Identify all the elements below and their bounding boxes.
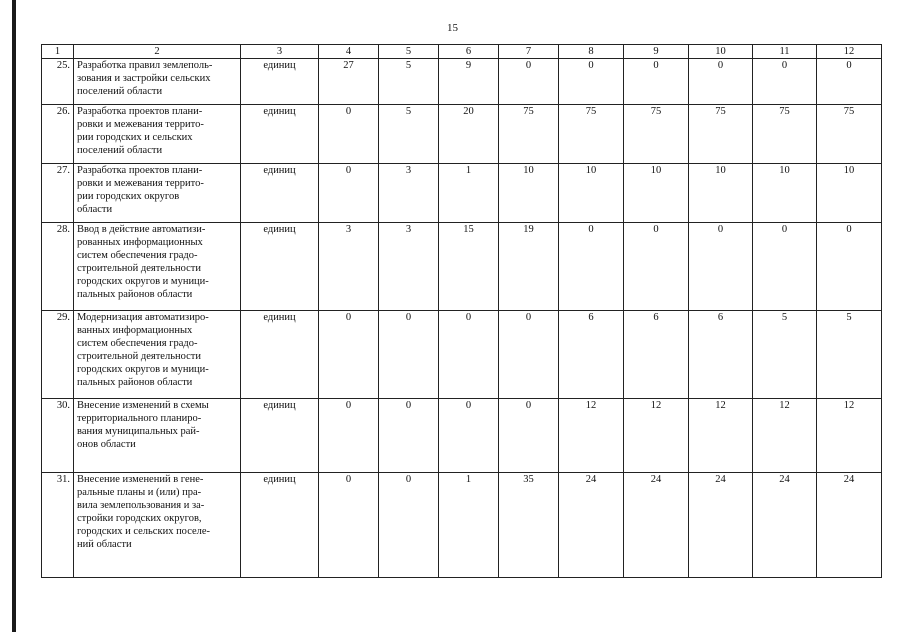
- value-cell: 5: [379, 59, 439, 105]
- value-cell: 0: [817, 59, 882, 105]
- value-cell: 75: [753, 105, 817, 164]
- value-cell: 0: [319, 105, 379, 164]
- value-cell: 1: [439, 473, 499, 578]
- value-cell: 75: [689, 105, 753, 164]
- value-cell: 0: [319, 164, 379, 223]
- value-cell: 10: [559, 164, 624, 223]
- row-number-cell: 26.: [42, 105, 74, 164]
- value-cell: 0: [689, 223, 753, 311]
- value-cell: 0: [753, 223, 817, 311]
- column-header: 11: [753, 45, 817, 59]
- row-number-cell: 30.: [42, 399, 74, 473]
- value-cell: 75: [624, 105, 689, 164]
- value-cell: 0: [624, 223, 689, 311]
- value-cell: 12: [624, 399, 689, 473]
- unit-cell: единиц: [241, 399, 319, 473]
- value-cell: 20: [439, 105, 499, 164]
- value-cell: 0: [379, 311, 439, 399]
- unit-cell: единиц: [241, 164, 319, 223]
- column-header: 7: [499, 45, 559, 59]
- column-header: 12: [817, 45, 882, 59]
- value-cell: 0: [499, 59, 559, 105]
- page-number: 15: [447, 22, 458, 34]
- value-cell: 0: [379, 473, 439, 578]
- table-header-row: [42, 45, 882, 59]
- value-cell: 75: [559, 105, 624, 164]
- value-cell: 12: [817, 399, 882, 473]
- column-header: 1: [42, 45, 74, 59]
- column-header: 8: [559, 45, 624, 59]
- value-cell: 0: [689, 59, 753, 105]
- value-cell: 19: [499, 223, 559, 311]
- unit-cell: единиц: [241, 311, 319, 399]
- binding-edge: [12, 0, 16, 632]
- table-row: [42, 223, 882, 311]
- indicator-name-cell: Внесение изменений в гене- ральные планы и (или) пра- вила землепользования и за- стройки городских округов, городских и сельских поселе- ний области: [74, 473, 241, 578]
- data-table: [41, 44, 882, 578]
- value-cell: 0: [439, 311, 499, 399]
- value-cell: 75: [817, 105, 882, 164]
- column-header: 3: [241, 45, 319, 59]
- column-header: 2: [74, 45, 241, 59]
- value-cell: 0: [319, 473, 379, 578]
- indicator-name-cell: Внесение изменений в схемы территориального планиро- вания муниципальных рай- онов области: [74, 399, 241, 473]
- column-header: 5: [379, 45, 439, 59]
- value-cell: 27: [319, 59, 379, 105]
- unit-cell: единиц: [241, 473, 319, 578]
- value-cell: 0: [624, 59, 689, 105]
- value-cell: 5: [379, 105, 439, 164]
- value-cell: 0: [319, 311, 379, 399]
- value-cell: 75: [499, 105, 559, 164]
- value-cell: 6: [559, 311, 624, 399]
- value-cell: 0: [753, 59, 817, 105]
- value-cell: 24: [753, 473, 817, 578]
- value-cell: 0: [439, 399, 499, 473]
- value-cell: 0: [379, 399, 439, 473]
- table-row: [42, 164, 882, 223]
- indicator-name-cell: Ввод в действие автоматизи- рованных информационных систем обеспечения градо- строительной деятельности городских округов и муници- пальных районов области: [74, 223, 241, 311]
- value-cell: 0: [559, 223, 624, 311]
- column-header: 10: [689, 45, 753, 59]
- indicator-name-cell: Разработка проектов плани- ровки и межевания террито- рии городских и сельских поселений области: [74, 105, 241, 164]
- column-header: 9: [624, 45, 689, 59]
- value-cell: 24: [624, 473, 689, 578]
- value-cell: 10: [753, 164, 817, 223]
- row-number-cell: 31.: [42, 473, 74, 578]
- value-cell: 3: [379, 223, 439, 311]
- value-cell: 5: [817, 311, 882, 399]
- indicator-name-cell: Модернизация автоматизиро- ванных информационных систем обеспечения градо- строительной деятельности городских округов и муници- пальных районов области: [74, 311, 241, 399]
- table-row: [42, 311, 882, 399]
- value-cell: 3: [379, 164, 439, 223]
- value-cell: 0: [559, 59, 624, 105]
- value-cell: 10: [817, 164, 882, 223]
- value-cell: 10: [499, 164, 559, 223]
- row-number-cell: 29.: [42, 311, 74, 399]
- value-cell: 24: [817, 473, 882, 578]
- value-cell: 10: [624, 164, 689, 223]
- value-cell: 0: [817, 223, 882, 311]
- value-cell: 35: [499, 473, 559, 578]
- value-cell: 24: [689, 473, 753, 578]
- indicator-name-cell: Разработка проектов плани- ровки и межевания террито- рии городских округов области: [74, 164, 241, 223]
- unit-cell: единиц: [241, 105, 319, 164]
- value-cell: 1: [439, 164, 499, 223]
- value-cell: 10: [689, 164, 753, 223]
- row-number-cell: 28.: [42, 223, 74, 311]
- row-number-cell: 27.: [42, 164, 74, 223]
- column-header: 6: [439, 45, 499, 59]
- unit-cell: единиц: [241, 223, 319, 311]
- table-row: [42, 105, 882, 164]
- indicator-name-cell: Разработка правил землеполь- зования и застройки сельских поселений области: [74, 59, 241, 105]
- value-cell: 0: [499, 399, 559, 473]
- column-header: 4: [319, 45, 379, 59]
- value-cell: 9: [439, 59, 499, 105]
- unit-cell: единиц: [241, 59, 319, 105]
- value-cell: 6: [624, 311, 689, 399]
- value-cell: 0: [499, 311, 559, 399]
- value-cell: 5: [753, 311, 817, 399]
- value-cell: 15: [439, 223, 499, 311]
- value-cell: 0: [319, 399, 379, 473]
- row-number-cell: 25.: [42, 59, 74, 105]
- value-cell: 24: [559, 473, 624, 578]
- table-row: [42, 473, 882, 578]
- table-row: [42, 399, 882, 473]
- value-cell: 12: [753, 399, 817, 473]
- value-cell: 12: [689, 399, 753, 473]
- value-cell: 6: [689, 311, 753, 399]
- value-cell: 12: [559, 399, 624, 473]
- table-row: [42, 59, 882, 105]
- value-cell: 3: [319, 223, 379, 311]
